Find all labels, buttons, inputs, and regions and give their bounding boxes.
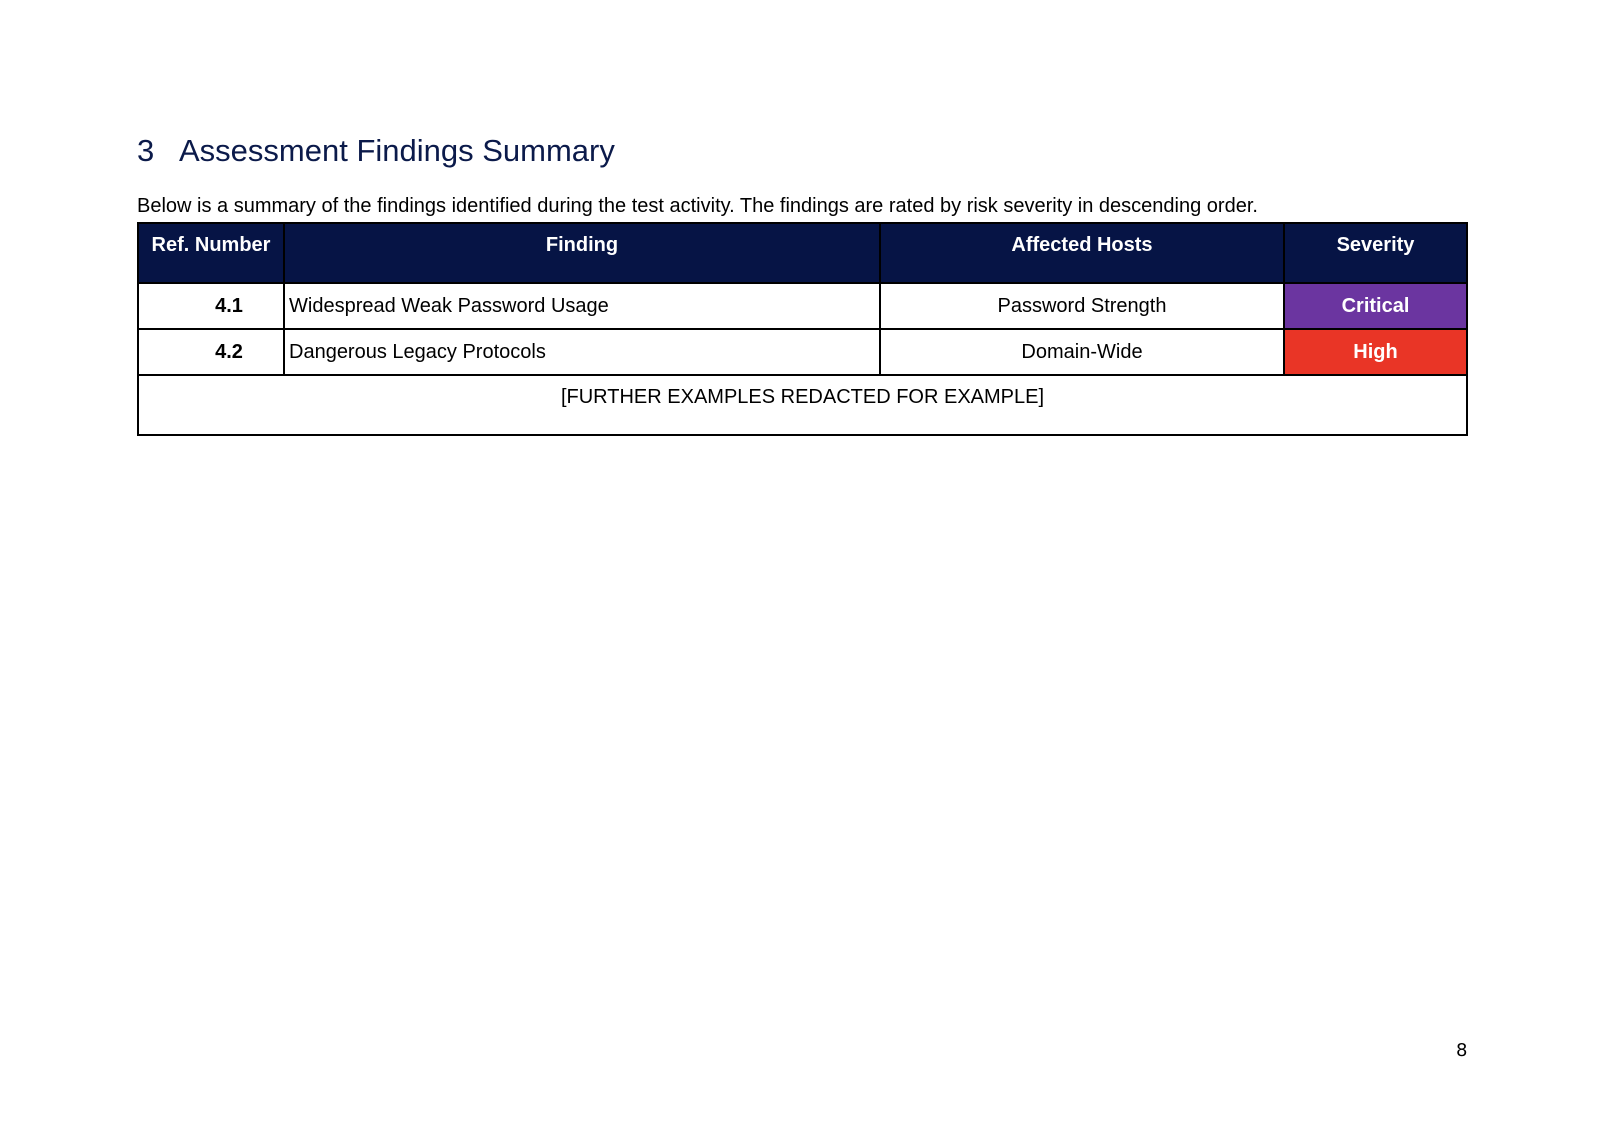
ref-number-cell: 4.2 bbox=[138, 329, 284, 375]
affected-hosts-cell: Password Strength bbox=[880, 283, 1284, 329]
severity-badge-critical: Critical bbox=[1284, 283, 1467, 329]
affected-hosts-cell: Domain-Wide bbox=[880, 329, 1284, 375]
header-finding: Finding bbox=[284, 223, 880, 283]
table-row bbox=[138, 283, 1467, 329]
table-row bbox=[138, 329, 1467, 375]
intro-paragraph: Below is a summary of the findings identified during the test activity. The findings are rated by risk severity in descending order. bbox=[137, 195, 1258, 217]
ref-number-cell: 4.1 bbox=[138, 283, 284, 329]
table-row-redacted bbox=[138, 375, 1467, 435]
header-severity: Severity bbox=[1284, 223, 1467, 283]
table-header-row bbox=[138, 223, 1467, 283]
header-affected-hosts: Affected Hosts bbox=[880, 223, 1284, 283]
page-number: 8 bbox=[1456, 1040, 1468, 1061]
redacted-note: [FURTHER EXAMPLES REDACTED FOR EXAMPLE] bbox=[138, 375, 1467, 435]
findings-table bbox=[137, 222, 1468, 436]
section-number: 3 bbox=[137, 133, 155, 168]
severity-badge-high: High bbox=[1284, 329, 1467, 375]
section-heading bbox=[137, 133, 615, 169]
header-ref-number: Ref. Number bbox=[138, 223, 284, 283]
finding-cell: Dangerous Legacy Protocols bbox=[284, 329, 880, 375]
section-title: Assessment Findings Summary bbox=[179, 133, 615, 168]
finding-cell: Widespread Weak Password Usage bbox=[284, 283, 880, 329]
